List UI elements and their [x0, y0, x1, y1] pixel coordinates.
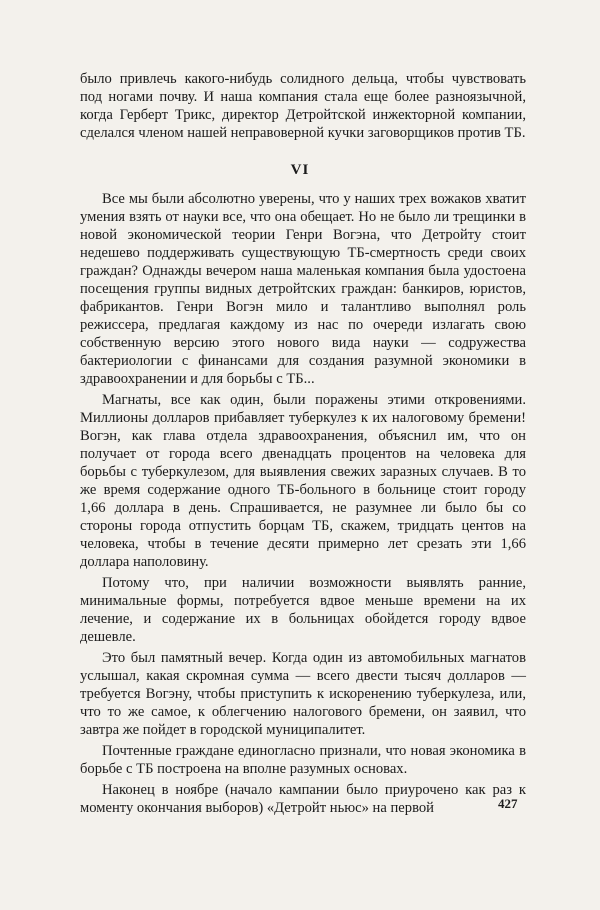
intro-block — [80, 70, 526, 145]
body-text — [80, 190, 526, 820]
page-number: 427 — [498, 796, 518, 811]
intro-paragraph: было привлечь какого-нибудь солидного дельца, чтобы чувствовать под ногами почву. И наша компания стала еще более разноязычной, когда Герберт Трикс, директор Детройтской инжекторной компании, сделался членом нашей неправоверной кучки заговорщиков против ТБ. — [80, 71, 526, 141]
paragraph-3: Потому что, при наличии возможности выявлять ранние, минимальные формы, потребуется вдвое меньше времени на их лечение, и содержание их в больницах обойдется городу вдвое дешевле. — [80, 575, 526, 645]
paragraph-5: Почтенные граждане единогласно признали, что новая экономика в борьбе с ТБ построена на вполне разумных основах. — [80, 743, 526, 777]
section-heading: VI — [290, 162, 310, 178]
paragraph-2: Магнаты, все как один, были поражены этими откровениями. Миллионы долларов прибавляет туберкулез к их налоговому бремени! Вогэн, как глава отдела здравоохранения, объяснил им, что он получает от города всего двенадцать процентов на человека для борьбы с туберкулезом, для выявления свежих заразных случаев. В то же время содержание одного ТБ-больного в больнице стоит городу 1,66 доллара в день. Спрашивается, не разумнее ли было бы со стороны города отпустить борцам ТБ, скажем, тридцать центов на человека, чтобы в течение десяти примерно лет срезать эти 1,66 доллара наполовину. — [80, 392, 526, 570]
paragraph-4: Это был памятный вечер. Когда один из автомобильных магнатов услышал, какая скромная сумма — всего двести тысяч долларов — требуется Вогэну, чтобы приступить к искоренению туберкулеза, или, что то же самое, к облегчению налогового бремени, он заявил, что завтра же пойдет в городской муниципалитет. — [80, 650, 526, 738]
paragraph-6: Наконец в ноябре (начало кампании было приурочено как раз к моменту окончания выборов) «Детройт ньюс» на первой — [80, 782, 526, 816]
paragraph-1: Все мы были абсолютно уверены, что у наших трех вожаков хватит умения взять от науки все, что она обещает. Но не было ли трещинки в новой экономической теории Генри Вогэна, что Детройту стоит недешево поддерживать существующую ТБ-смертность среди своих граждан? Однажды вечером наша маленькая компания была удостоена посещения группы видных детройтских граждан: банкиров, юристов, фабрикантов. Генри Вогэн мило и талантливо выполнял роль режиссера, предлагая каждому из нас по очереди излагать свою собственную версию этого нового вида науки — содружества бактериологии с финансами для создания разумной экономики в здравоохранении и для борьбы с ТБ... — [80, 191, 526, 387]
